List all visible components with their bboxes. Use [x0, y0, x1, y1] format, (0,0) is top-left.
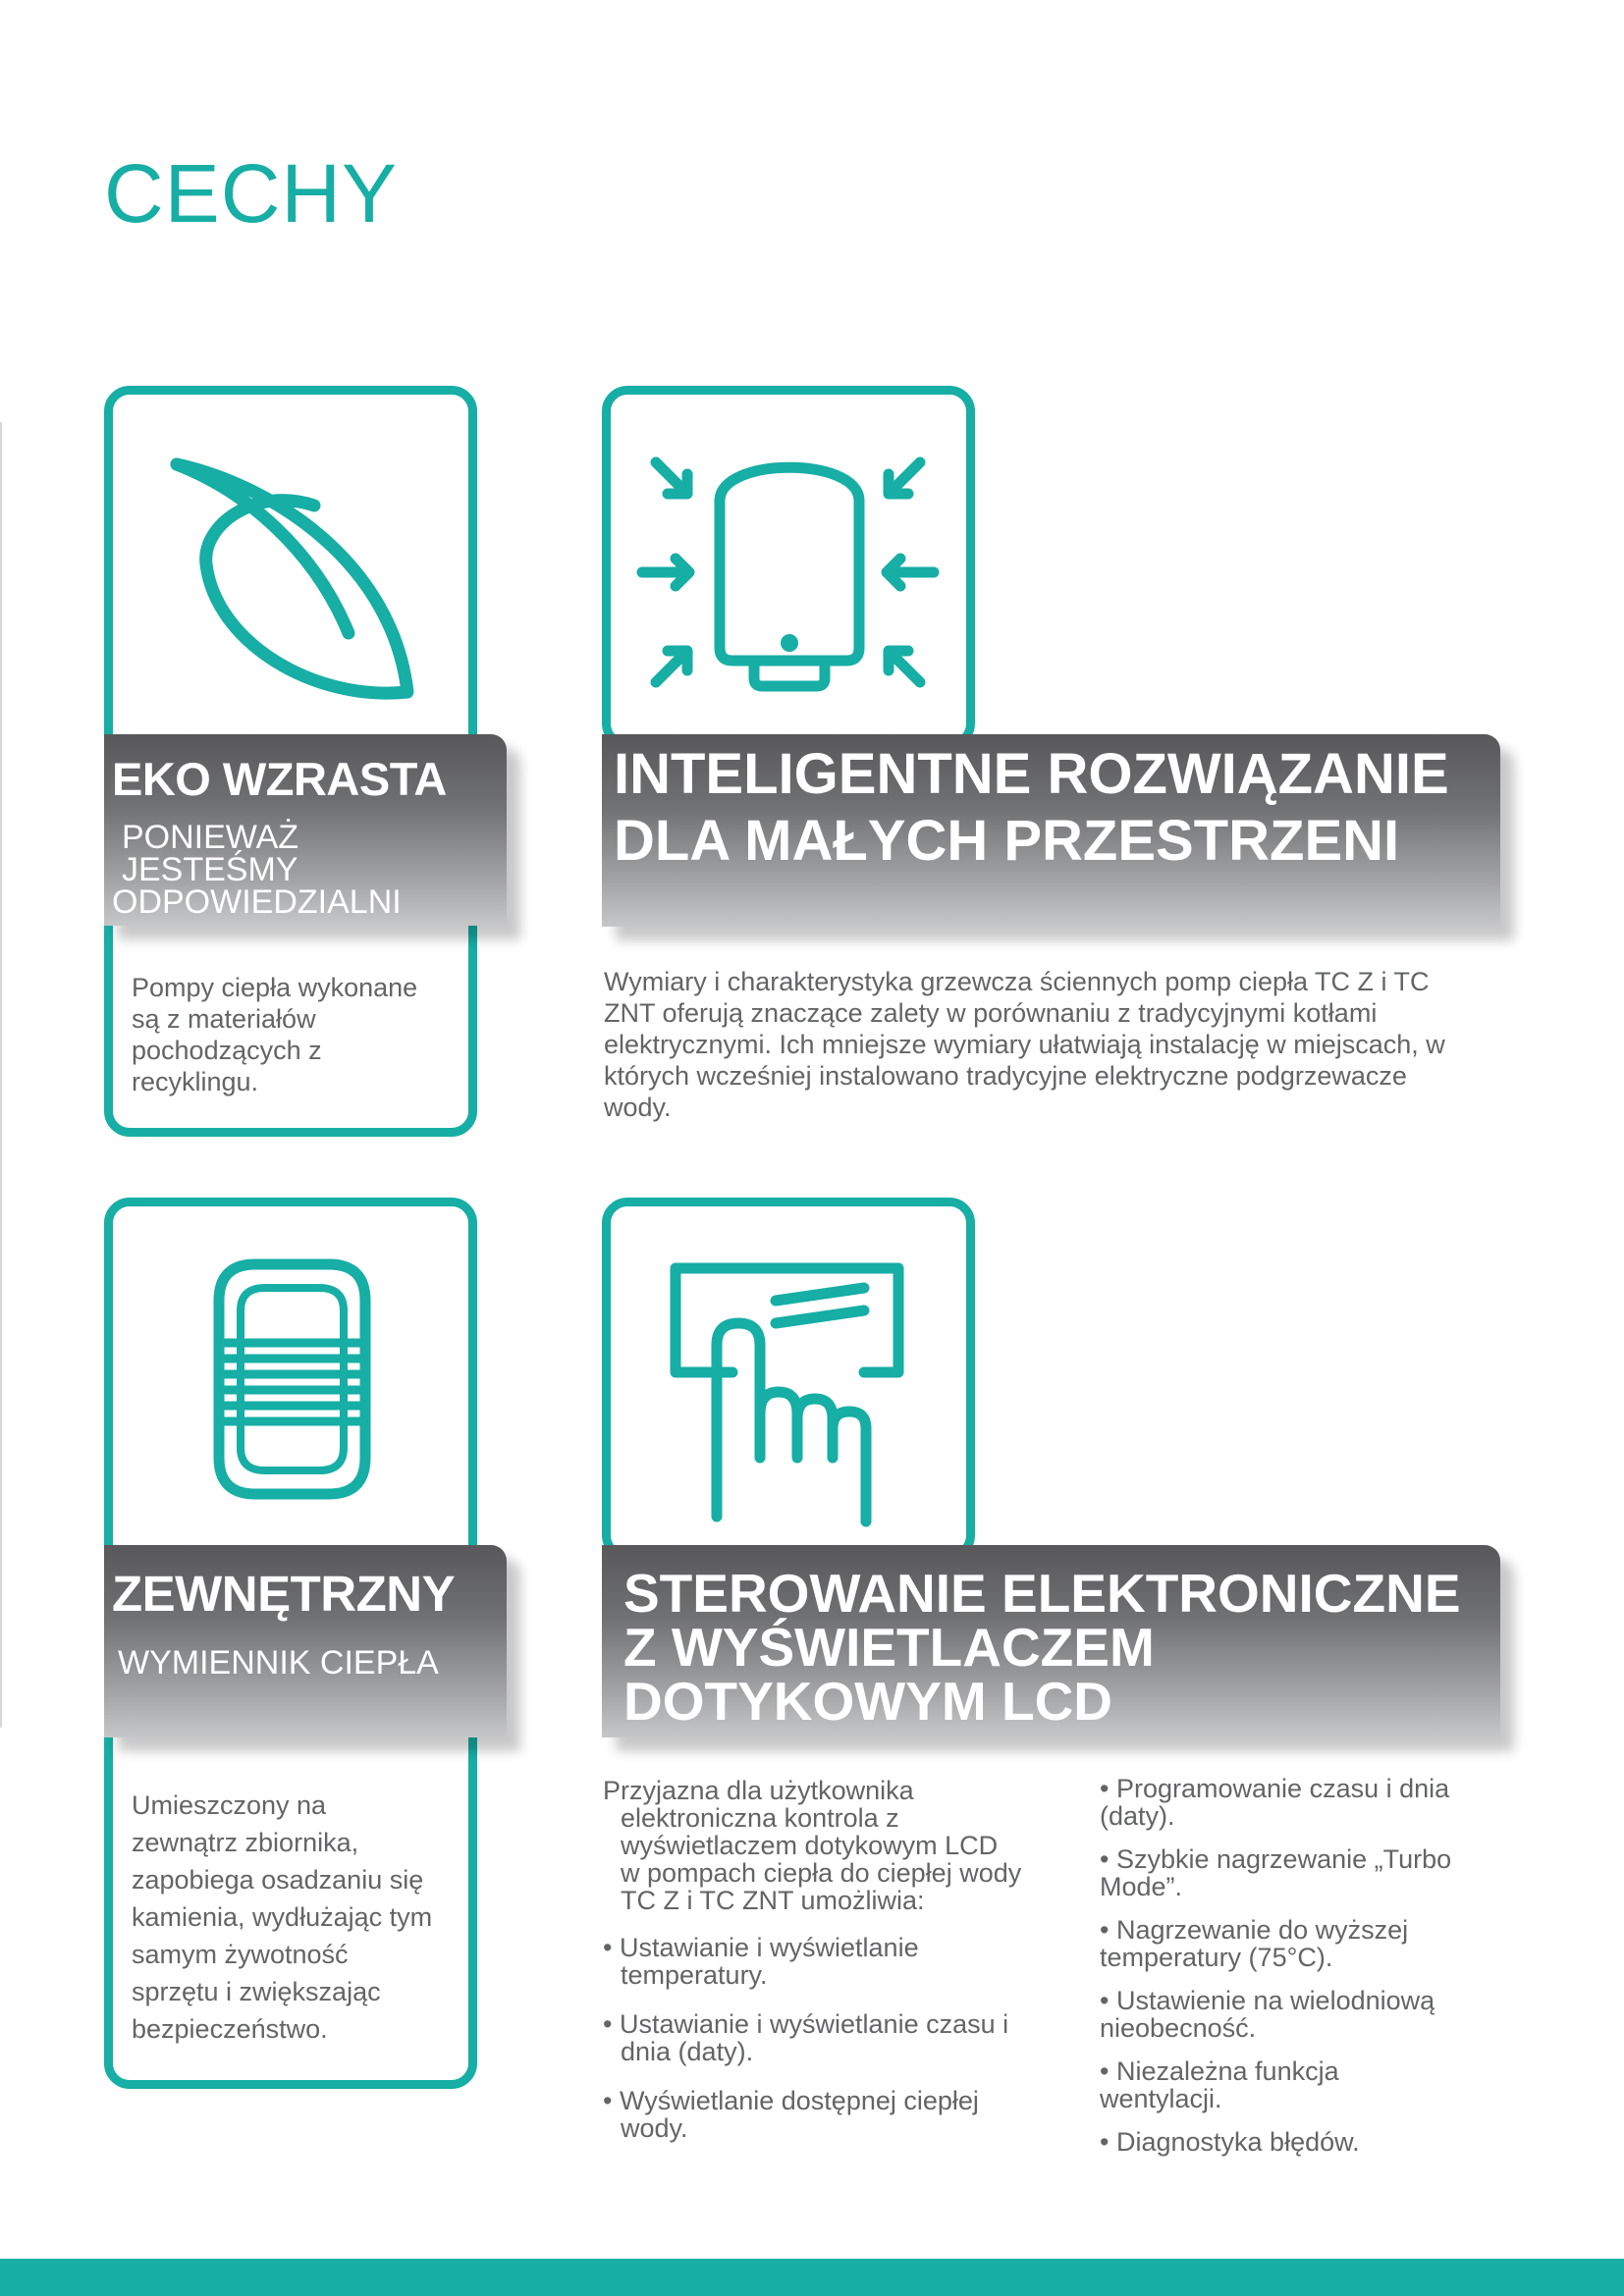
page-title: CECHY: [104, 147, 399, 240]
list-item: • Nagrzewanie do wyższej temperatury (75°C).: [1100, 1915, 1409, 1972]
heat-exchanger-coil-icon: [211, 1256, 373, 1502]
banner-lcd-control: STEROWANIE ELEKTRONICZNE Z WYŚWIETLACZEM DOTYKOWYM LCD: [602, 1545, 1500, 1737]
feature-body-eco: Pompy ciepła wykonane są z materiałów pochodzących z recyklingu.: [132, 973, 418, 1096]
feature-body-heat-exchanger: Umieszczony na zewnątrz zbiornika, zapobiega osadzaniu się kamienia, wydłużając tym samym żywotność sprzętu i zwiększając bezpieczeństwo.: [132, 1790, 433, 2044]
banner-heat-exchanger: [104, 1545, 507, 1737]
feature-heading: ZEWNĘTRZNY: [112, 1566, 456, 1622]
feature-subheading: WYMIENNIK CIEPŁA: [118, 1644, 439, 1682]
feature-body-small-spaces: Wymiary i charakterystyka grzewcza ściennych pomp ciepła TC Z i TC ZNT oferują znaczące zalety w porównaniu z tradycyjnymi kotłami elektrycznymi. Ich mniejsze wymiary ułatwiają instalację w miejscach, w których wcześniej instalowano tradycyjne elektryczne podgrzewacze wody.: [604, 967, 1445, 1122]
page-left-rule: [0, 422, 2, 1728]
banner-eco: [104, 734, 507, 926]
touch-display-icon: [668, 1256, 913, 1526]
list-item: • Szybkie nagrzewanie „Turbo Mode”.: [1100, 1844, 1452, 1901]
compact-water-heater-icon: [638, 447, 938, 702]
footer-accent-bar: [0, 2259, 1624, 2296]
feature-intro-lcd-control: Przyjazna dla użytkownika elektroniczna kontrola z wyświetlaczem dotykowym LCD w pompach ciepła do ciepłej wody TC Z i TC ZNT umożliwia:: [603, 1776, 1022, 1915]
feature-list-left: [603, 1934, 1055, 2163]
feature-heading: EKO WZRASTA: [112, 753, 447, 805]
list-item: • Diagnostyka błędów.: [1100, 2127, 1360, 2157]
feature-list-right: [1100, 1775, 1512, 2171]
list-item: • Wyświetlanie dostępnej ciepłej wody.: [603, 2086, 979, 2143]
list-item: • Niezależna funkcja wentylacji.: [1100, 2056, 1339, 2113]
list-item: • Ustawianie i wyświetlanie temperatury.: [603, 1933, 919, 1990]
leaf-icon: [157, 447, 422, 712]
feature-subheading: PONIEWAŻ JESTEŚMY ODPOWIEDZIALNI: [112, 819, 402, 921]
banner-small-spaces: INTELIGENTNE ROZWIĄZANIE DLA MAŁYCH PRZESTRZENI: [602, 734, 1500, 927]
list-item: • Programowanie czasu i dnia (daty).: [1100, 1774, 1450, 1831]
list-item: • Ustawienie na wielodniową nieobecność.: [1100, 1986, 1435, 2043]
list-item: • Ustawianie i wyświetlanie czasu i dnia (daty).: [603, 2009, 1009, 2066]
